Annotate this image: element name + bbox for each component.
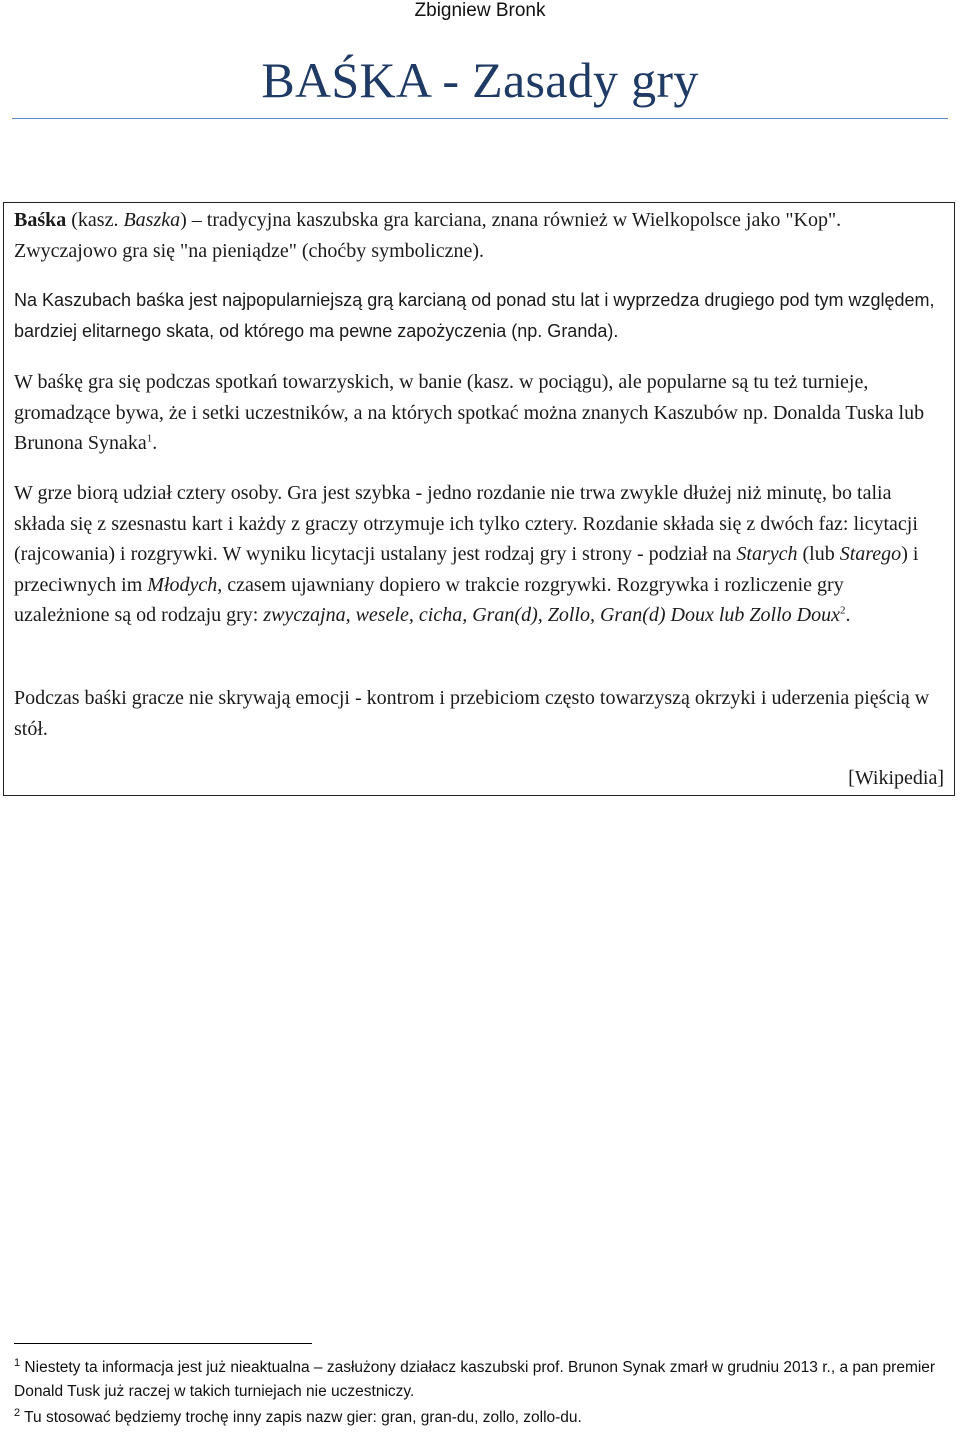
intro-paragraph-3 [14, 367, 944, 459]
page-title: BAŚKA - Zasady gry [261, 52, 699, 108]
title-underline [12, 118, 948, 119]
intro-paragraph-1-rest: ) – tradycyjna kaszubska gra karciana, znana również w Wielkopolsce jako "Kop". Zwyczajowo gra się "na pieniądze" (choćby symboliczne). [14, 209, 842, 262]
intro-paragraph-4 [14, 478, 944, 631]
author-name: Zbigniew Bronk [414, 0, 546, 21]
term-baszka: Baszka [123, 209, 181, 231]
footnote-separator [14, 1343, 312, 1344]
footnote-1-number: 1 [14, 1356, 21, 1369]
intro-paragraph-5: Podczas baśki gracze nie skrywają emocji - kontrom i przebiciom często towarzyszą okrzyki i uderzenia pięścią w stół. [14, 687, 930, 740]
intro-paragraph-2: Na Kaszubach baśka jest najpopularniejszą grą karcianą od ponad stu lat i wyprzedza drugiego pod tym względem, bardziej elitarnego skata, od którego ma pewne zapożyczenia (np. Granda). [14, 290, 935, 341]
footnote-ref-1[interactable]: 1 [146, 432, 153, 445]
footnote-2 [14, 1406, 944, 1430]
footnote-1-text: Niestety ta informacja jest już nieaktualna – zasłużony działacz kaszubski prof. Brunon Synak zmarł w grudniu 2013 r., a pan premier Donald Tusk już raczej w takich turniejach nie uczestniczy. [14, 1359, 936, 1400]
paren-open: (kasz. [66, 209, 124, 231]
p4-part-a: W grze biorą udział cztery osoby. Gra jest szybka - jedno rozdanie nie trwa zwykle dłużej niż minutę, bo talia składa się z szesnastu kart i każdy z graczy otrzymuje ich tylko cztery. Rozdanie składa się z dwóch faz: licytacji (rajcowania) i rozgrywki. W wyniku licytacji ustalany jest rodzaj gry i strony - podział na [14, 482, 918, 565]
p4-end: . [845, 604, 851, 626]
term-baska: Baśka [14, 209, 67, 231]
source-citation: [Wikipedia] [848, 767, 944, 789]
term-mlodych: Młodych [147, 573, 218, 596]
intro-paragraph-3-end: . [152, 432, 158, 454]
game-types-list: zwyczajna, wesele, cicha, Gran(d), Zollo, Gran(d) Doux lub Zollo Doux [263, 604, 840, 626]
term-starych: Starych [736, 543, 798, 565]
term-starego: Starego [839, 543, 902, 565]
p4-part-d: , czasem ujawniany dopiero w trakcie rozgrywki. Rozgrywka i rozliczenie gry uzależnione są od rodzaju gry: [14, 573, 844, 626]
footnote-2-text: Tu stosować będziemy trochę inny zapis nazw gier: gran, gran-du, zollo, zollo-du. [20, 1409, 582, 1426]
p4-part-b: (lub [797, 543, 840, 565]
p4-part-c: ) i przeciwnych im [14, 543, 919, 596]
footnote-2-number: 2 [14, 1406, 21, 1419]
footnote-ref-2[interactable]: 2 [839, 604, 846, 617]
footnote-1 [14, 1356, 944, 1404]
intro-paragraph-1 [14, 205, 944, 266]
intro-paragraph-3-text: W baśkę gra się podczas spotkań towarzyskich, w banie (kasz. w pociągu), ale popularne są tu też turnieje, gromadzące bywa, że i setki uczestników, a na których spotkać można znanych Kaszubów np. Donalda Tuska lub Brunona Synaka [14, 371, 925, 454]
